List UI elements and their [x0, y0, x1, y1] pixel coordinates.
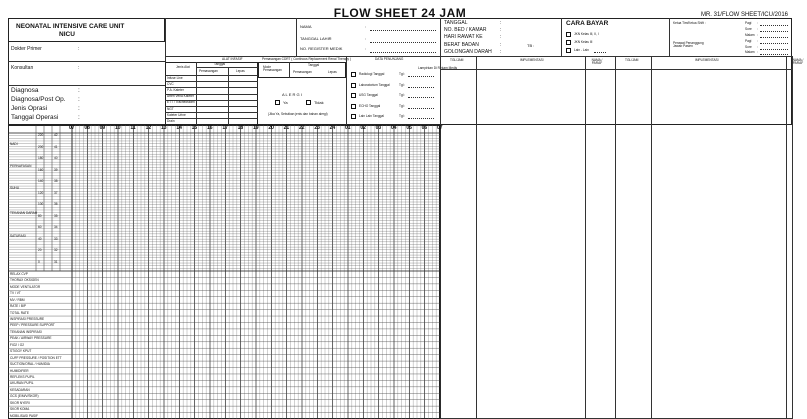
patient-field-line[interactable] [370, 30, 436, 31]
scale-value-temp: 40 [54, 156, 58, 160]
shift-slot-line[interactable] [760, 31, 788, 32]
hour-label: 04 [391, 125, 397, 131]
vitals-label: SATURASI [10, 234, 26, 238]
colon: : [757, 21, 758, 25]
ventilator-row-label: MOBILISASI PASIF [10, 413, 38, 418]
ventilator-row-label: MODE VENTILATOR [10, 284, 41, 289]
support-date-line[interactable] [408, 87, 434, 88]
invasive-row-label: Kateter Urine [167, 112, 186, 117]
cdrt-mode: Mode Pemasangan [263, 65, 282, 73]
scale-value-temp: 33 [54, 236, 58, 241]
flow-grid [8, 125, 440, 419]
invasive-col-date: Tanggal [214, 62, 226, 66]
hour-label: 05 [406, 125, 412, 131]
support-checkbox[interactable] [351, 114, 356, 119]
shift-slot-label: Sore [745, 27, 752, 31]
invasive-row-label: NGT [167, 106, 174, 111]
colon: : [500, 27, 502, 34]
hour-label: 15 [191, 125, 198, 131]
support-date-label: Tgl : [399, 103, 406, 108]
colon: : [757, 33, 758, 37]
scale-value: 40 [38, 236, 42, 241]
hour-label: 16 [207, 125, 213, 131]
notes-col-implementation: IMPLEMENTASI [695, 58, 719, 62]
support-date-line[interactable] [408, 97, 434, 98]
hour-label: 06 [421, 125, 428, 131]
scale-value: 160 [38, 167, 44, 172]
patient-field-label: TANGGAL LAHIR [300, 36, 332, 41]
colon: : [500, 34, 502, 41]
colon: : [757, 27, 758, 31]
ventilator-row-label: UKURAN PUPIL [10, 381, 34, 386]
vitals-label: NADI [10, 142, 18, 146]
support-date-line[interactable] [408, 118, 434, 119]
colon: : [500, 41, 502, 48]
allergy-no-checkbox[interactable] [306, 100, 311, 105]
scale-value: 20 [38, 248, 42, 252]
ventilator-row-label: RATE / BIP [10, 304, 27, 309]
tb-label: TB : [527, 43, 535, 48]
invasive-col-remove: Lepas [236, 69, 245, 73]
scale-value-temp: 42 [54, 133, 58, 137]
payment-checkbox[interactable] [566, 40, 571, 45]
hour-label: 19 [253, 125, 259, 131]
ventilator-row-label: SKOR NYERI [10, 400, 30, 405]
hour-label: 08 [84, 125, 90, 131]
payment-checkbox[interactable] [566, 32, 571, 37]
ventilator-row-label: PEAK / AIRWAY PRESSURE [10, 336, 52, 341]
colon: : [78, 96, 80, 103]
ventilator-row-label: PEEP / PRESSURE SUPPORT [10, 323, 55, 328]
scale-value-temp: 37 [54, 190, 58, 195]
colon: : [78, 46, 80, 52]
notes-divider [476, 56, 477, 419]
scale-value: 120 [38, 190, 44, 195]
scale-value-temp: 41 [54, 144, 58, 149]
allergy-note: (Jika Ya, Sebutkan jenis dan bahan alergi) [268, 112, 328, 116]
diagnosis-field-label: Tanggal Operasi [11, 114, 59, 121]
notes-divider [786, 56, 787, 419]
nurse-slot-line[interactable] [760, 43, 788, 44]
patient-field-label: NO. REGISTER MEDIK [300, 46, 343, 51]
ventilator-row-label: HUMIDIFIER [10, 368, 29, 373]
invasive-row-line [165, 81, 258, 82]
consultant-label: Konsultan [11, 65, 34, 71]
ventilator-row-label: TOTAL RATE [10, 310, 30, 315]
support-checkbox[interactable] [351, 93, 356, 98]
scale-value-temp: 39 [54, 167, 58, 172]
payment-other-line[interactable] [594, 52, 606, 53]
support-item-label: Laboratorium Tanggal [359, 82, 390, 87]
shift-slot-label: Malam [745, 33, 755, 37]
ventilator-row-label: STIGGY KPUT [10, 349, 32, 354]
scale-value-temp: 36 [54, 202, 58, 206]
scale-value: 0 [38, 259, 40, 264]
shift-title: Ketua Tim/Ketua Shift : [673, 21, 706, 25]
hour-label: 17 [222, 125, 228, 131]
shift-slot-line[interactable] [760, 37, 788, 38]
colon: : [78, 105, 80, 112]
invasive-row-line [165, 106, 258, 107]
cdrt-title: Pemasangan CDRT ( Continous Replacement Renal Therapy ) [262, 57, 351, 61]
admin-field-label: TANGGAL [444, 20, 468, 26]
nurse-slot-line[interactable] [760, 49, 788, 50]
invasive-row-label: Infuse Line [167, 75, 183, 80]
support-date-label: Tgl : [399, 114, 406, 118]
allergy-no-label: Tidak [314, 100, 324, 105]
admin-field-label: GOLONGAN DARAH [444, 48, 492, 55]
support-note: Lampirkan Di Rekam Medis [418, 66, 458, 70]
unit-short: NICU [59, 31, 75, 38]
ventilator-row-label: INSPIRASI PRESSURE [10, 317, 45, 322]
support-item-label: Radiologi Tanggal [359, 72, 385, 76]
support-date-line[interactable] [408, 76, 434, 77]
support-checkbox[interactable] [351, 72, 356, 77]
ventilator-row-label: REFLEKS PUPIL [10, 374, 35, 379]
scale-value: 100 [38, 202, 44, 206]
ventilator-row-label: FIO2 / O2 [10, 342, 24, 347]
support-item-label: Lain Lain Tanggal [359, 114, 384, 118]
colon: : [500, 48, 502, 55]
cdrt-install: Pemasangan [293, 70, 312, 74]
nurse-title: Perawat Penanggung Jawab Pasien [673, 41, 704, 49]
vitals-label: TEKANAN DARAH [10, 211, 38, 215]
support-date-line[interactable] [408, 108, 434, 109]
hour-label: 23 [314, 125, 320, 131]
ventilator-row-label: THORAX OKSIGEN [10, 278, 39, 283]
scale-value: 60 [38, 225, 42, 229]
admin-field-label: NO. BED / KAMAR [444, 27, 487, 34]
scale-value: 200 [38, 144, 44, 149]
payment-option-label: JKN Kelas III [574, 40, 593, 44]
nurse-slot-label: Malam [745, 50, 755, 54]
support-item-label: ECHO Tanggal [359, 103, 381, 108]
diagnosis-field-label: Jenis Oprasi [11, 105, 48, 112]
hour-label: 03 [375, 125, 382, 131]
scale-value: 140 [38, 179, 44, 183]
payment-title: CARA BAYAR [566, 20, 609, 27]
invasive-col-type: Jenis Alat [176, 65, 190, 69]
support-item-label: USG Tanggal [359, 93, 378, 97]
allergy-title: A L E R G I [282, 92, 302, 97]
invasive-title: ALAT INFASIF [222, 57, 243, 61]
hour-label: 07 [69, 125, 75, 131]
hour-label: 02 [360, 125, 366, 131]
notes-col-time: TGL/JAM [450, 58, 464, 62]
scale-value: 220 [38, 133, 44, 137]
invasive-row-label: ETT / Tracheostomi [167, 100, 195, 105]
hour-label: 18 [237, 125, 244, 131]
allergy-yes-checkbox[interactable] [275, 100, 280, 105]
diagnosis-field-label: Diagnosa/Post Op. [11, 96, 66, 103]
notes-col-implementation: IMPLEMENTASI [520, 58, 544, 62]
admin-field-label: BERAT BADAN [444, 41, 479, 48]
payment-option-label: JKN Kelas III, II, I [574, 32, 599, 36]
vitals-label: SUHU [10, 186, 20, 190]
ventilator-row-label: GCS (E/M/V/SKOR) [10, 394, 39, 399]
allergy-yes-label: Ya [283, 100, 288, 105]
notes-divider [651, 56, 652, 419]
cdrt-remove: Lepas [328, 70, 337, 74]
invasive-row-label: CVC [167, 81, 174, 86]
hour-label: 12 [145, 125, 152, 131]
colon: : [500, 20, 502, 26]
notes-col-sign: NAMA / PARAF [792, 58, 804, 66]
hour-label: 13 [161, 125, 167, 131]
hour-label: 01 [345, 125, 351, 131]
colon: : [757, 50, 758, 54]
invasive-row-line [165, 118, 258, 119]
support-checkbox[interactable] [351, 104, 356, 109]
invasive-col-install: Pemasangan [199, 69, 218, 73]
scale-value-temp: 31 [54, 259, 58, 264]
notes-header-line [440, 69, 792, 70]
ventilator-row-label: SKOR KOMA [10, 407, 30, 412]
support-title: DATA PENUNJANG [375, 57, 404, 61]
admin-field-label: HARI RAWAT KE [444, 34, 483, 41]
hour-label: 20 [268, 125, 274, 131]
scale-value: 80 [38, 213, 42, 218]
scale-value-temp: 38 [54, 179, 58, 183]
support-date-label: Tgl : [399, 82, 406, 87]
ventilator-row-label: CUFF PRESSURE / POSITION ETT [10, 355, 62, 360]
colon: : [365, 36, 367, 41]
payment-checkbox[interactable] [566, 48, 571, 53]
scale-value-temp: 32 [54, 248, 58, 252]
invasive-row-label: Arteri Vena Kateter [167, 94, 194, 99]
hour-label: 07 [437, 125, 443, 131]
notes-col-sign: NAMA / PARAF [591, 58, 603, 66]
ventilator-row-label: RELAX CVP [10, 272, 28, 276]
doctor-label: Dokter Primer [11, 46, 42, 52]
ventilator-row-label: SUCTION/ORAL / HUMIDIA [10, 362, 50, 367]
support-checkbox[interactable] [351, 83, 356, 88]
support-date-label: Tgl : [399, 93, 406, 97]
colon: : [78, 87, 80, 94]
vitals-label: PERNAFASAN [10, 164, 32, 168]
hour-label: 11 [130, 125, 136, 131]
shift-slot-line[interactable] [760, 25, 788, 26]
notes-right-edge [792, 56, 793, 419]
colon: : [78, 65, 80, 71]
hour-label: 14 [176, 125, 182, 131]
scale-value-temp: 34 [54, 225, 58, 229]
colon: : [757, 44, 758, 49]
ventilator-row-label: TEKANAN INSPIRASI [10, 329, 42, 334]
patient-field-label: NAMA [300, 24, 312, 29]
hour-label: 24 [329, 125, 336, 131]
patient-field-line[interactable] [370, 42, 436, 43]
ventilator-row-label: KESADARAN [10, 387, 30, 392]
ventilator-row-label: TV / VT [10, 291, 21, 296]
nurse-slot-line[interactable] [760, 54, 788, 55]
diagnosis-field-label: Diagnosa [11, 87, 39, 94]
notes-divider [585, 56, 586, 419]
hour-label: 10 [115, 125, 121, 131]
cdrt-date: Tanggal [308, 63, 320, 67]
colon: : [757, 39, 758, 43]
unit-name: NEONATAL INTENSIVE CARE UNIT [16, 23, 125, 30]
colon: : [78, 114, 80, 121]
nurse-slot-label: Sore [745, 44, 752, 49]
form-title: FLOW SHEET 24 JAM [333, 6, 467, 20]
scale-value-temp: 35 [54, 213, 58, 218]
nurse-slot-label: Pagi [745, 39, 752, 43]
invasive-row-label: P.A. Kateter [167, 87, 184, 92]
payment-option-label: Lain - Lain [574, 48, 589, 52]
invasive-row-label: Drain [167, 118, 175, 123]
colon: : [365, 46, 367, 51]
shift-slot-label: Pagi [745, 21, 752, 25]
hour-label: 09 [99, 125, 106, 131]
ventilator-row-label: MV / RBM [10, 297, 25, 302]
hour-label: 22 [299, 125, 305, 131]
patient-field-line[interactable] [370, 52, 436, 53]
scale-value: 180 [38, 156, 44, 160]
form-code: MR. 31/FLOW SHEET/ICU/2016 [700, 12, 788, 18]
support-date-label: Tgl : [399, 72, 406, 76]
colon: : [365, 24, 367, 29]
notes-col-time: TGL/JAM [625, 58, 639, 62]
hour-label: 21 [283, 125, 290, 131]
